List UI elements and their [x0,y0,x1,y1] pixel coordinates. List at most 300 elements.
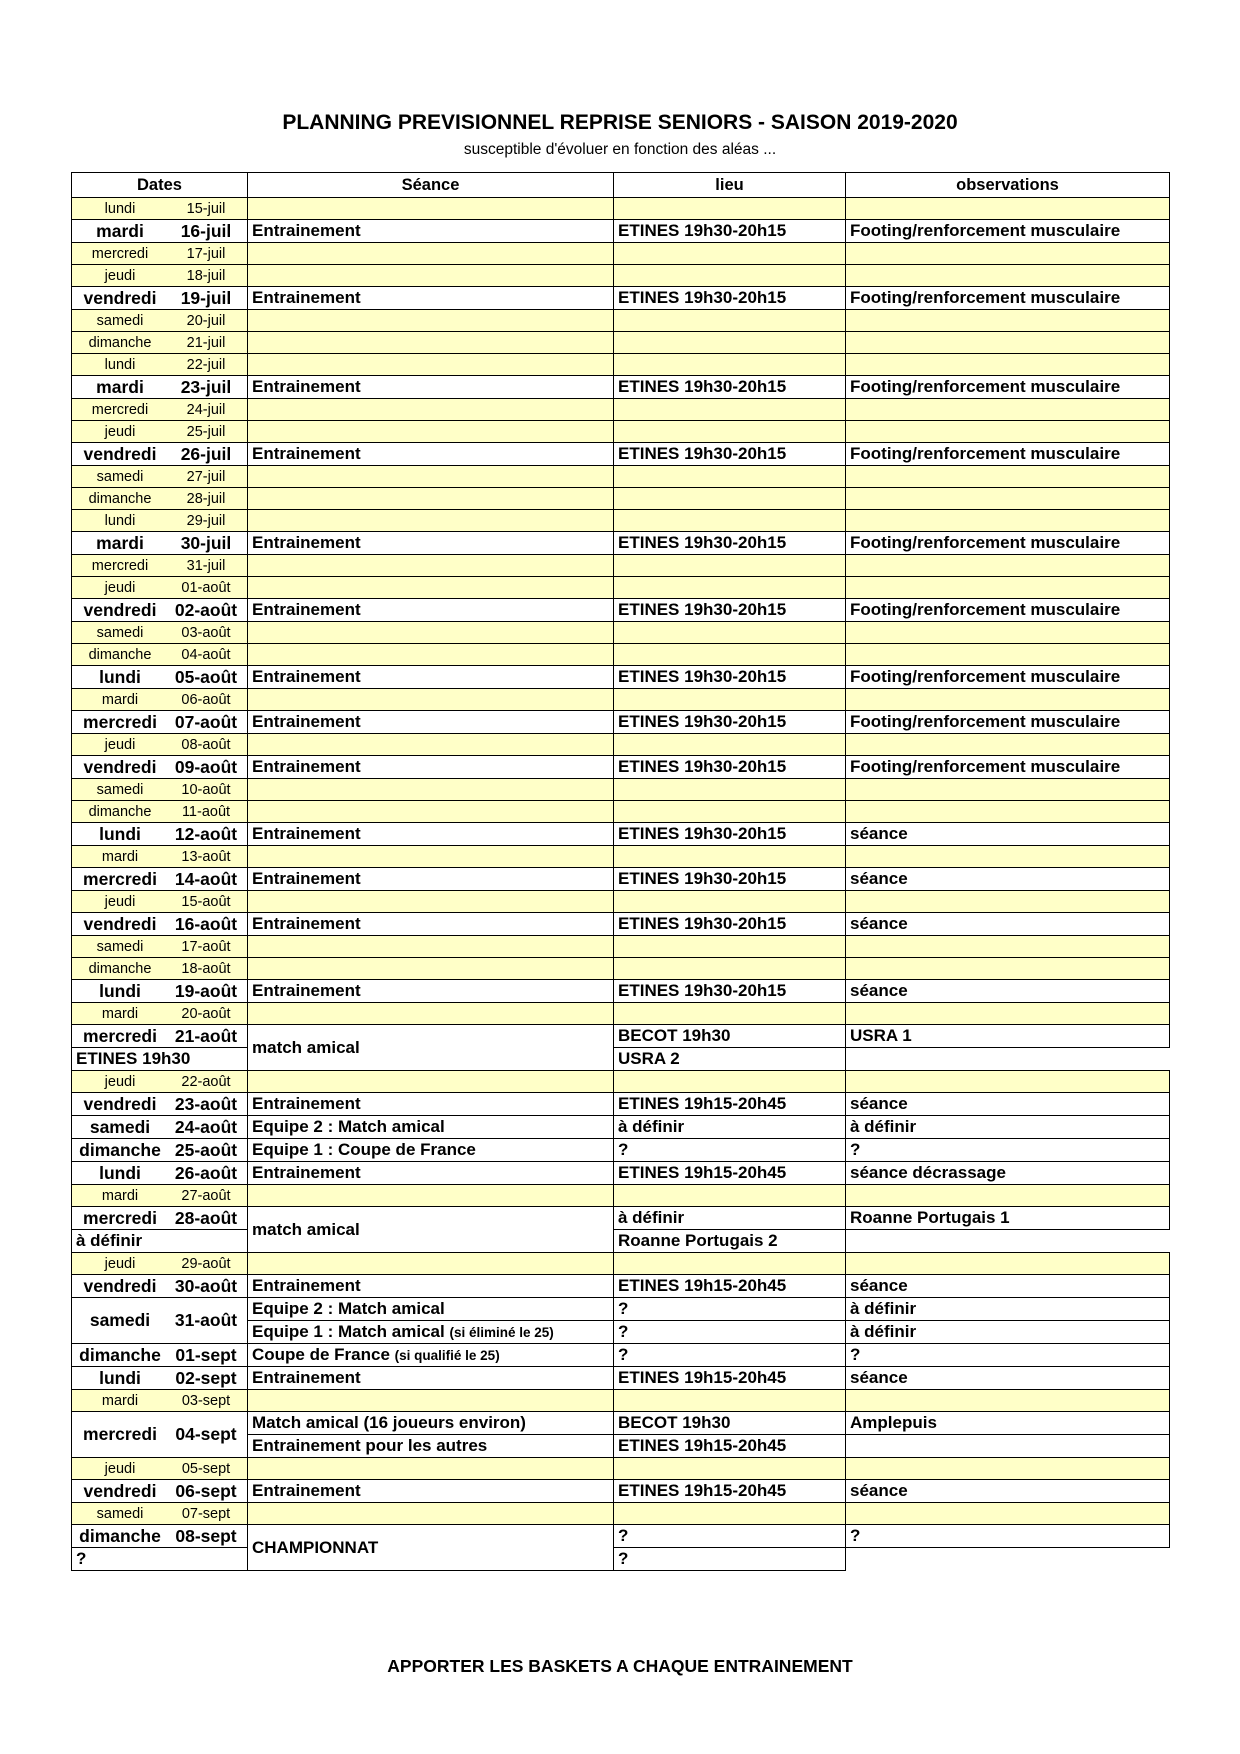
date-wrapper [72,532,247,554]
observations-cell [846,1435,1170,1458]
table-row [72,1093,1170,1116]
date-wrapper [72,1025,247,1047]
seance-cell [248,243,614,265]
observations-cell: séance décrassage [846,1162,1170,1185]
observations-cell [846,332,1170,354]
table-row [72,644,1170,666]
weekday: samedi [96,938,144,955]
date: 26-juil [180,443,232,464]
date: 16-juil [180,220,232,241]
date: 26-août [174,1162,238,1183]
date-wrapper [72,1093,247,1115]
date-cell [72,1185,248,1207]
date-cell [72,823,248,846]
table-row [72,1207,1170,1230]
date-cell [72,1412,248,1458]
date-wrapper [72,644,247,665]
seance-text: Entrainement [252,1481,361,1500]
table-row [72,868,1170,891]
lieu-cell: à définir [614,1116,846,1139]
date-wrapper [72,958,247,979]
seance-cell [248,1390,614,1412]
date: 23-août [174,1093,238,1114]
observations-cell: ? [614,1548,846,1571]
seance-cell [248,1116,614,1139]
lieu-cell [614,510,846,532]
date-wrapper [72,399,247,420]
weekday: jeudi [104,1255,136,1272]
date-wrapper [72,354,247,375]
table-row [72,577,1170,599]
date-wrapper [72,1298,247,1343]
weekday: samedi [89,1116,151,1137]
lieu-cell: BECOT 19h30 [614,1025,846,1048]
date: 20-juil [186,312,226,329]
date: 20-août [181,1005,231,1022]
date-cell [72,1071,248,1093]
seance-cell [248,891,614,913]
table-row [72,711,1170,734]
date-wrapper [72,980,247,1002]
date-cell [72,936,248,958]
seance-cell [248,779,614,801]
seance-cell [248,466,614,488]
date-cell [72,1367,248,1390]
seance-text: Entrainement [252,667,361,686]
lieu-cell [614,332,846,354]
date-wrapper [72,577,247,598]
weekday: dimanche [79,1344,161,1365]
seance-note: (si éliminé le 25) [449,1325,554,1340]
table-row [72,443,1170,466]
weekday: mercredi [83,1424,157,1444]
page-subtitle: susceptible d'évoluer en fonction des aléas ... [463,141,777,158]
seance-text: Entrainement [252,600,361,619]
lieu-cell: ETINES 19h30-20h15 [614,532,846,555]
date-wrapper [72,488,247,509]
lieu-cell [614,644,846,666]
observations-cell [846,1071,1170,1093]
lieu-cell: ETINES 19h30-20h15 [614,868,846,891]
date-cell [72,354,248,376]
lieu-cell [614,958,846,980]
date: 24-août [174,1116,238,1137]
weekday: vendredi [83,599,157,620]
date: 11-août [181,803,231,820]
observations-cell: Footing/renforcement musculaire [846,443,1170,466]
weekday: lundi [99,823,141,844]
lieu-cell: ETINES 19h15-20h45 [614,1162,846,1185]
observations-cell: Footing/renforcement musculaire [846,532,1170,555]
seance-text: Equipe 2 : Match amical [252,1117,445,1136]
lieu-cell [614,936,846,958]
seance-text: Equipe 2 : Match amical [252,1299,445,1318]
table-row [72,332,1170,354]
weekday: dimanche [79,1525,161,1546]
observations-cell [846,466,1170,488]
seance-cell [248,711,614,734]
observations-cell [846,1390,1170,1412]
table-row [72,1162,1170,1185]
date-cell [72,1116,248,1139]
observations-cell [846,779,1170,801]
seance-cell [248,287,614,310]
date-cell [72,1525,248,1548]
observations-cell: ? [846,1525,1170,1548]
table-row [72,913,1170,936]
lieu-cell: ETINES 19h30-20h15 [614,711,846,734]
lieu-cell: ETINES 19h15-20h45 [614,1093,846,1116]
seance-cell [248,644,614,666]
date-wrapper [72,1003,247,1024]
table-row [72,287,1170,310]
weekday: jeudi [104,579,136,596]
weekday: mardi [96,220,144,241]
seance-text: Entrainement [252,1276,361,1295]
weekday: dimanche [88,646,152,663]
seance-text: Entrainement [252,712,361,731]
observations-cell: ? [846,1344,1170,1367]
date: 29-juil [186,512,226,529]
table-row [72,936,1170,958]
seance-cell [248,958,614,980]
date: 03-août [181,624,231,641]
table-row [72,421,1170,443]
date-cell [72,287,248,310]
weekday: lundi [99,666,141,687]
weekday: lundi [99,980,141,1001]
date: 28-août [174,1207,238,1228]
table-row [72,310,1170,332]
date-cell [72,1503,248,1525]
seance-cell [248,599,614,622]
footer-note: APPORTER LES BASKETS A CHAQUE ENTRAINEMENT [387,1656,853,1676]
lieu-cell: BECOT 19h30 [614,1412,846,1435]
observations-cell: Amplepuis [846,1412,1170,1435]
date-wrapper [72,376,247,398]
lieu-cell [614,801,846,823]
table-row [72,1071,1170,1093]
observations-cell [846,891,1170,913]
seance-text: Entrainement [252,288,361,307]
table-row [72,488,1170,510]
weekday: dimanche [79,1139,161,1160]
table-row [72,1230,1170,1253]
date: 19-août [174,980,238,1001]
seance-cell [248,1525,614,1571]
date-cell [72,1162,248,1185]
lieu-cell: ETINES 19h15-20h45 [614,1367,846,1390]
seance-text: Entrainement pour les autres [252,1436,488,1455]
lieu-cell: ETINES 19h30-20h15 [614,376,846,399]
seance-cell [248,1207,614,1253]
table-row [72,1025,1170,1048]
date-wrapper [72,1367,247,1389]
weekday: vendredi [83,1480,157,1501]
date-wrapper [72,421,247,442]
observations-cell: séance [846,1275,1170,1298]
observations-cell [846,846,1170,868]
date-cell [72,801,248,823]
observations-cell: Footing/renforcement musculaire [846,666,1170,689]
seance-text: Entrainement [252,914,361,933]
date-cell [72,1458,248,1480]
table-row [72,1390,1170,1412]
lieu-cell [614,1458,846,1480]
date-cell [72,1093,248,1116]
table-row [72,1116,1170,1139]
weekday: dimanche [88,334,152,351]
date-cell [72,1003,248,1025]
lieu-cell [614,421,846,443]
lieu-cell: ? [614,1344,846,1367]
seance-cell [248,310,614,332]
table-row [72,399,1170,421]
observations-cell [846,958,1170,980]
lieu-cell: ETINES 19h30-20h15 [614,913,846,936]
date-wrapper [72,913,247,935]
weekday: mercredi [83,1025,157,1046]
date-cell [72,1344,248,1367]
weekday: lundi [104,512,136,529]
date-wrapper [72,868,247,890]
date: 05-sept [181,1460,231,1477]
date: 28-juil [186,490,226,507]
date: 14-août [174,868,238,889]
date: 25-juil [186,423,226,440]
seance-cell [248,421,614,443]
seance-text: Match amical (16 joueurs environ) [252,1413,526,1432]
weekday: mardi [101,691,139,708]
seance-text: Entrainement [252,1368,361,1387]
observations-cell: Roanne Portugais 2 [614,1230,846,1253]
table-row [72,243,1170,265]
observations-cell [846,622,1170,644]
weekday: mardi [96,376,144,397]
weekday: mardi [101,848,139,865]
table-row [72,354,1170,376]
date-cell [72,1390,248,1412]
observations-cell [846,243,1170,265]
date: 04-sept [175,1424,237,1444]
lieu-cell [614,577,846,599]
table-row [72,265,1170,287]
date-wrapper [72,891,247,912]
table-row [72,734,1170,756]
date: 30-juil [180,532,232,553]
date-cell [72,1253,248,1275]
table-row [72,555,1170,577]
lieu-cell: ETINES 19h30 [72,1048,248,1071]
table-row [72,958,1170,980]
observations-cell: Footing/renforcement musculaire [846,756,1170,779]
lieu-cell [614,1390,846,1412]
seance-cell [248,265,614,287]
observations-cell: séance [846,980,1170,1003]
date-wrapper [72,1207,247,1229]
weekday: lundi [104,356,136,373]
date: 02-sept [175,1367,237,1388]
lieu-cell [614,488,846,510]
date: 21-août [174,1025,238,1046]
seance-cell [248,1025,614,1071]
date-wrapper [72,1390,247,1411]
table-row [72,1412,1170,1435]
date-cell [72,310,248,332]
weekday: lundi [99,1162,141,1183]
lieu-cell [614,891,846,913]
date-wrapper [72,1253,247,1274]
observations-cell [846,936,1170,958]
table-row [72,466,1170,488]
seance-cell [248,846,614,868]
table-header-row [72,173,1170,198]
date-cell [72,1025,248,1048]
lieu-cell: ETINES 19h30-20h15 [614,287,846,310]
table-row [72,980,1170,1003]
observations-cell [846,734,1170,756]
page-title: PLANNING PREVISIONNEL REPRISE SENIORS - SAISON 2019-2020 [282,111,958,134]
table-row [72,220,1170,243]
table-row [72,1048,1170,1071]
weekday: dimanche [88,490,152,507]
seance-text: Equipe 1 : Coupe de France [252,1140,476,1159]
weekday: mardi [96,532,144,553]
lieu-cell [614,399,846,421]
weekday: vendredi [83,1275,157,1296]
lieu-cell: ETINES 19h30-20h15 [614,980,846,1003]
lieu-cell [614,779,846,801]
observations-cell [846,1503,1170,1525]
lieu-cell: ETINES 19h30-20h15 [614,599,846,622]
date: 01-août [181,579,231,596]
date-cell [72,711,248,734]
date-wrapper [72,711,247,733]
observations-cell: à définir [846,1116,1170,1139]
weekday: mercredi [83,1207,157,1228]
date-wrapper [72,1480,247,1502]
seance-cell [248,868,614,891]
seance-cell [248,1344,614,1367]
observations-cell: USRA 1 [846,1025,1170,1048]
date: 23-juil [180,376,232,397]
weekday: vendredi [83,287,157,308]
date-wrapper [72,1116,247,1138]
weekday: samedi [96,1505,144,1522]
observations-cell: Footing/renforcement musculaire [846,711,1170,734]
header-lieu: lieu [614,173,846,198]
observations-cell [846,421,1170,443]
weekday: lundi [104,200,136,217]
date-cell [72,958,248,980]
weekday: jeudi [104,893,136,910]
observations-cell: séance [846,868,1170,891]
seance-cell [248,532,614,555]
seance-cell [248,1162,614,1185]
seance-cell [248,577,614,599]
date-wrapper [72,443,247,465]
lieu-cell: ? [614,1321,846,1344]
date-cell [72,243,248,265]
table-row [72,1525,1170,1548]
weekday: mardi [101,1005,139,1022]
date-wrapper [72,1071,247,1092]
table-row [72,756,1170,779]
date-wrapper [72,220,247,242]
lieu-cell: ETINES 19h30-20h15 [614,756,846,779]
observations-cell: séance [846,823,1170,846]
date-cell [72,1207,248,1230]
date: 16-août [174,913,238,934]
date: 27-juil [186,468,226,485]
date-cell [72,488,248,510]
table-row [72,1503,1170,1525]
weekday: vendredi [83,1093,157,1114]
date: 13-août [181,848,231,865]
observations-cell: à définir [846,1321,1170,1344]
date-wrapper [72,510,247,531]
observations-cell: séance [846,1480,1170,1503]
observations-cell [846,689,1170,711]
table-row [72,1548,1170,1571]
table-row [72,689,1170,711]
seance-text: Entrainement [252,444,361,463]
seance-text: Entrainement [252,1094,361,1113]
weekday: mardi [101,1392,139,1409]
date: 08-sept [175,1525,237,1546]
date-wrapper [72,622,247,643]
lieu-cell [614,1185,846,1207]
seance-cell [248,354,614,376]
table-row [72,891,1170,913]
date-cell [72,913,248,936]
date: 31-août [174,1310,238,1330]
date-cell [72,220,248,243]
date-wrapper [72,287,247,309]
lieu-cell: ? [72,1548,248,1571]
date-wrapper [72,1344,247,1366]
date-wrapper [72,846,247,867]
date: 08-août [181,736,231,753]
date-wrapper [72,198,247,219]
date: 31-juil [186,557,226,574]
date: 22-juil [186,356,226,373]
seance-cell [248,488,614,510]
observations-cell: séance [846,1093,1170,1116]
weekday: vendredi [83,443,157,464]
date-wrapper [72,1275,247,1297]
table-row [72,510,1170,532]
date-cell [72,756,248,779]
seance-cell [248,1412,614,1435]
date-wrapper [72,689,247,710]
lieu-cell: ETINES 19h15-20h45 [614,1435,846,1458]
date-wrapper [72,1139,247,1161]
date: 06-août [181,691,231,708]
observations-cell [846,399,1170,421]
date: 18-août [181,960,231,977]
date-cell [72,466,248,488]
observations-cell: Roanne Portugais 1 [846,1207,1170,1230]
observations-cell: Footing/renforcement musculaire [846,376,1170,399]
seance-cell [248,1435,614,1458]
date-cell [72,532,248,555]
date-wrapper [72,734,247,755]
header-observations: observations [846,173,1170,198]
lieu-cell [614,1253,846,1275]
seance-cell [248,734,614,756]
weekday: jeudi [104,423,136,440]
